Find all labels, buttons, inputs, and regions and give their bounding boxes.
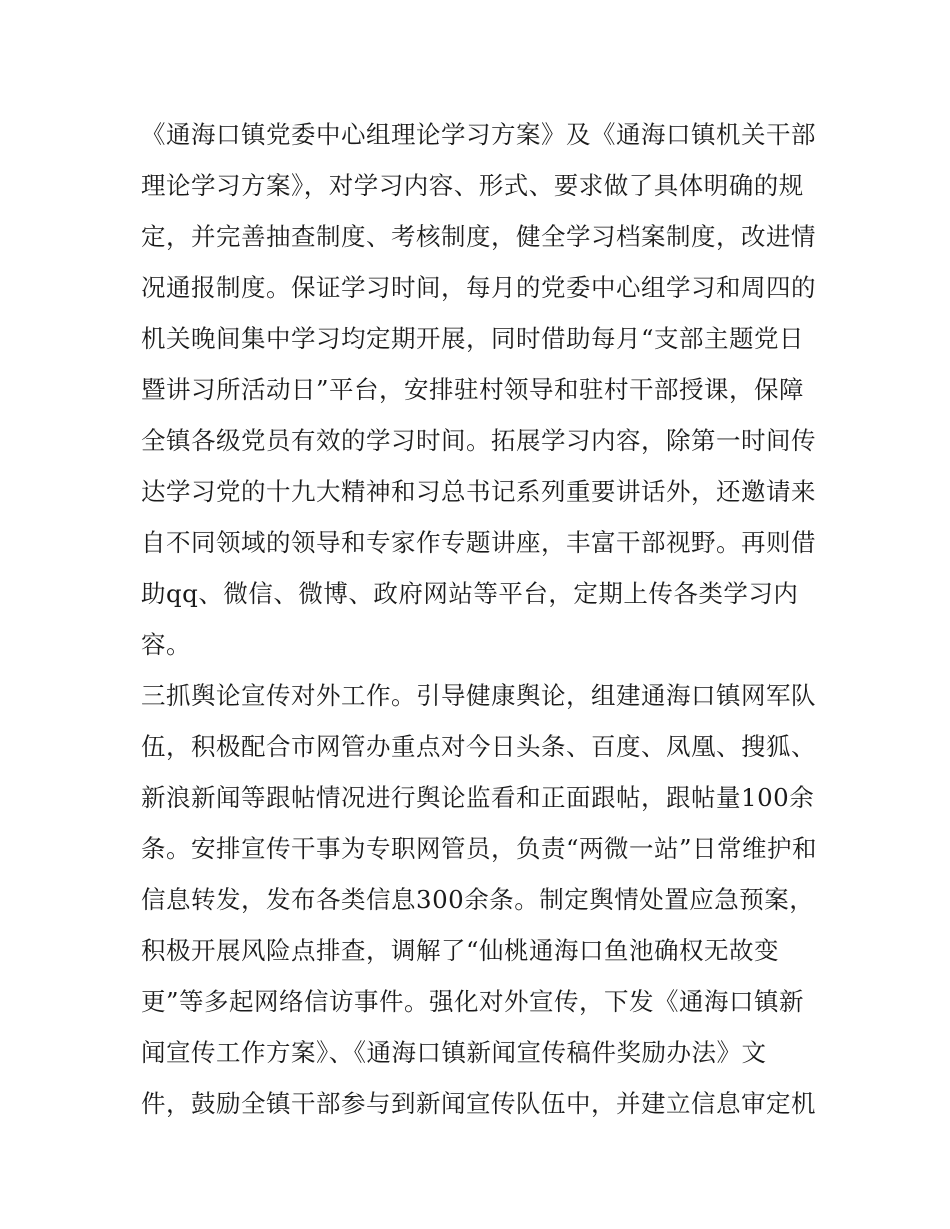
text-line: 机关晚间集中学习均定期开展，同时借助每月“支部主题党日 [141,324,805,353]
text-line: 定，并完善抽查制度、考核制度，健全学习档案制度，改进情 [141,222,816,251]
text-line: 信息转发，发布各类信息300余条。制定舆情处置应急预案， [141,885,815,914]
text-line: 条。安排宣传干事为专职网管员，负责“两微一站”日常维护和 [141,834,818,863]
text-line: 暨讲习所活动日”平台，安排驻村领导和驻村干部授课，保障 [141,375,805,404]
text-line: 自不同领域的领导和专家作专题讲座，丰富干部视野。再则借 [141,528,816,557]
text-line: 况通报制度。保证学习时间，每月的党委中心组学习和周四的 [141,273,816,302]
text-line: 助qq、微信、微博、政府网站等平台，定期上传各类学习内 [141,579,799,608]
text-line: 理论学习方案》，对学习内容、形式、要求做了具体明确的规 [141,171,804,200]
text-line: 闻宣传工作方案》、《通海口镇新闻宣传稿件奖励办法》文 [141,1038,767,1067]
text-line: 全镇各级党员有效的学习时间。拓展学习内容，除第一时间传 [141,426,816,455]
text-line: 三抓舆论宣传对外工作。引导健康舆论，组建通海口镇网军队 [141,681,816,710]
text-line: 伍，积极配合市网管办重点对今日头条、百度、凤凰、搜狐、 [141,732,816,761]
text-line: 更”等多起网络信访事件。强化对外宣传，下发《通海口镇新 [141,987,805,1016]
text-line: 件，鼓励全镇干部参与到新闻宣传队伍中，并建立信息审定机 [141,1089,816,1118]
text-line: 容。 [141,630,191,659]
text-line: 积极开展风险点排查，调解了“仙桃通海口鱼池确权无故变 [141,936,780,965]
text-line: 《通海口镇党委中心组理论学习方案》及《通海口镇机关干部 [141,120,816,149]
document-body [141,109,821,1129]
text-line: 达学习党的十九大精神和习总书记系列重要讲话外，还邀请来 [141,477,816,506]
text-line: 新浪新闻等跟帖情况进行舆论监看和正面跟帖，跟帖量100余 [141,783,815,812]
